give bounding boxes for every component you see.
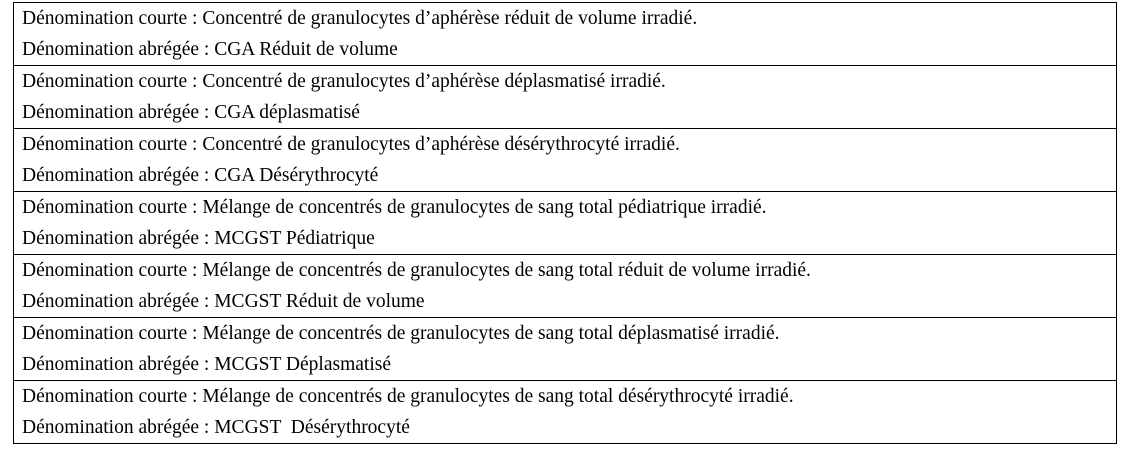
short-name-line: Dénomination courte : Mélange de concentrés de granulocytes de sang total désérythrocyté irradié. — [22, 386, 794, 407]
abbreviated-name-line: Dénomination abrégée : CGA déplasmatisé — [22, 102, 360, 123]
short-name-line: Dénomination courte : Concentré de granulocytes d’aphérèse déplasmatisé irradié. — [22, 71, 666, 92]
short-name-line: Dénomination courte : Concentré de granulocytes d’aphérèse désérythrocyté irradié. — [22, 134, 680, 155]
abbreviated-name-line: Dénomination abrégée : CGA Désérythrocyté — [22, 165, 379, 186]
short-name-line: Dénomination courte : Mélange de concentrés de granulocytes de sang total réduit de volume irradié. — [22, 260, 811, 281]
table-cell — [14, 66, 1117, 129]
table-cell — [14, 129, 1117, 192]
abbreviated-name-line: Dénomination abrégée : CGA Réduit de volume — [22, 39, 398, 60]
table-row — [14, 318, 1117, 381]
table-row — [14, 192, 1117, 255]
table-cell — [14, 3, 1117, 66]
denomination-table — [13, 2, 1117, 444]
table-cell — [14, 381, 1117, 444]
short-name-line: Dénomination courte : Mélange de concentrés de granulocytes de sang total déplasmatisé irradié. — [22, 323, 780, 344]
table-cell — [14, 192, 1117, 255]
table-cell — [14, 255, 1117, 318]
short-name-line: Dénomination courte : Mélange de concentrés de granulocytes de sang total pédiatrique irradié. — [22, 197, 767, 218]
table-cell — [14, 318, 1117, 381]
table-row — [14, 381, 1117, 444]
table-row — [14, 255, 1117, 318]
table-row — [14, 3, 1117, 66]
abbreviated-name-line: Dénomination abrégée : MCGST Désérythrocyté — [22, 417, 410, 438]
abbreviated-name-line: Dénomination abrégée : MCGST Réduit de volume — [22, 291, 425, 312]
short-name-line: Dénomination courte : Concentré de granulocytes d’aphérèse réduit de volume irradié. — [22, 8, 698, 29]
abbreviated-name-line: Dénomination abrégée : MCGST Déplasmatisé — [22, 354, 391, 375]
table-row — [14, 129, 1117, 192]
table-row — [14, 66, 1117, 129]
abbreviated-name-line: Dénomination abrégée : MCGST Pédiatrique — [22, 228, 375, 249]
